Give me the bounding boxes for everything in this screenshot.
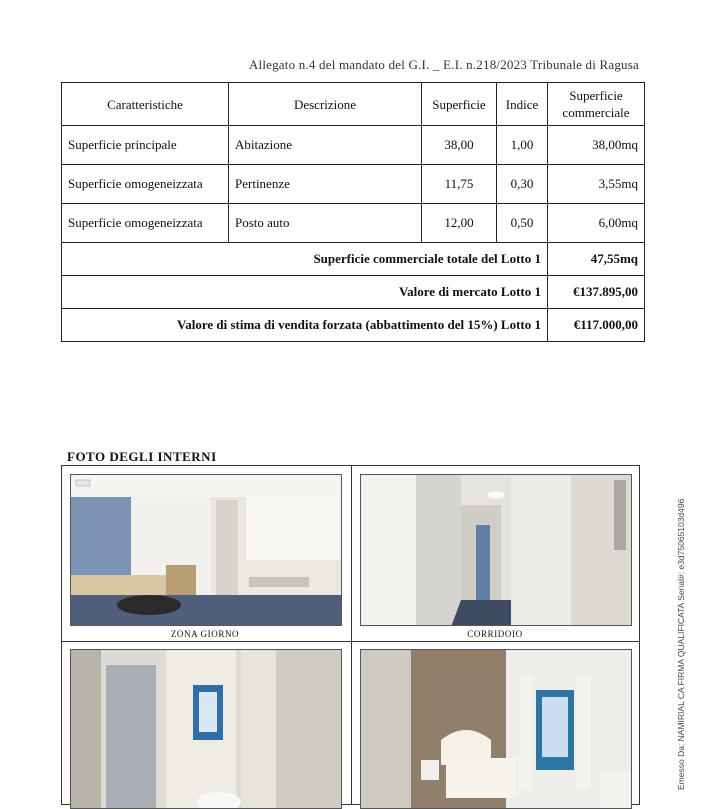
col-indice: Indice [497, 83, 548, 126]
cell-caratteristiche: Superficie omogeneizzata [62, 204, 229, 243]
grid-divider [62, 641, 639, 642]
cell-descrizione: Pertinenze [229, 165, 422, 204]
cell-indice: 0,50 [497, 204, 548, 243]
col-commerciale: Superficie commerciale [548, 83, 645, 126]
total-row [62, 309, 645, 342]
cell-descrizione: Posto auto [229, 204, 422, 243]
valuation-table [61, 82, 645, 342]
col-superficie: Superficie [422, 83, 497, 126]
cell-superficie: 38,00 [422, 126, 497, 165]
cell-indice: 0,30 [497, 165, 548, 204]
header-note: Allegato n.4 del mandato del G.I. _ E.I. n.218/2023 Tribunale di Ragusa [248, 57, 639, 72]
photo-camera [360, 649, 632, 809]
photo-bagno-image [71, 650, 342, 809]
total-label: Valore di mercato Lotto 1 [62, 276, 548, 309]
cell-descrizione: Abitazione [229, 126, 422, 165]
cell-commerciale: 3,55mq [548, 165, 645, 204]
total-value: 47,55mq [548, 243, 645, 276]
photo-bagno [70, 649, 342, 809]
total-value: €137.895,00 [548, 276, 645, 309]
table-header-row [62, 83, 645, 126]
photo-caption: CORRIDOIO [467, 629, 523, 639]
photo-corridoio [360, 474, 632, 626]
cell-commerciale: 6,00mq [548, 204, 645, 243]
photo-caption: ZONA GIORNO [170, 629, 240, 639]
cell-commerciale: 38,00mq [548, 126, 645, 165]
table-row [62, 126, 645, 165]
photo-camera-image [361, 650, 632, 809]
table-row [62, 165, 645, 204]
total-value: €117.000,00 [548, 309, 645, 342]
photo-grid [61, 465, 640, 805]
total-label: Valore di stima di vendita forzata (abbattimento del 15%) Lotto 1 [62, 309, 548, 342]
total-row [62, 243, 645, 276]
cell-indice: 1,00 [497, 126, 548, 165]
cell-superficie: 12,00 [422, 204, 497, 243]
total-label: Superficie commerciale totale del Lotto 1 [62, 243, 548, 276]
photo-zona-giorno [70, 474, 342, 626]
col-caratteristiche: Caratteristiche [62, 83, 229, 126]
signature-stamp: Emesso Da: NAMIRIAL CA FIRMA QUALIFICATA Serial#: e3d75065103d496 [676, 498, 686, 790]
cell-superficie: 11,75 [422, 165, 497, 204]
cell-caratteristiche: Superficie omogeneizzata [62, 165, 229, 204]
table-row [62, 204, 645, 243]
photo-corridoio-image [361, 475, 632, 626]
section-title: FOTO DEGLI INTERNI [67, 449, 217, 464]
total-row [62, 276, 645, 309]
cell-caratteristiche: Superficie principale [62, 126, 229, 165]
col-descrizione: Descrizione [229, 83, 422, 126]
photo-zona-giorno-image [71, 475, 342, 626]
grid-divider [351, 466, 352, 804]
